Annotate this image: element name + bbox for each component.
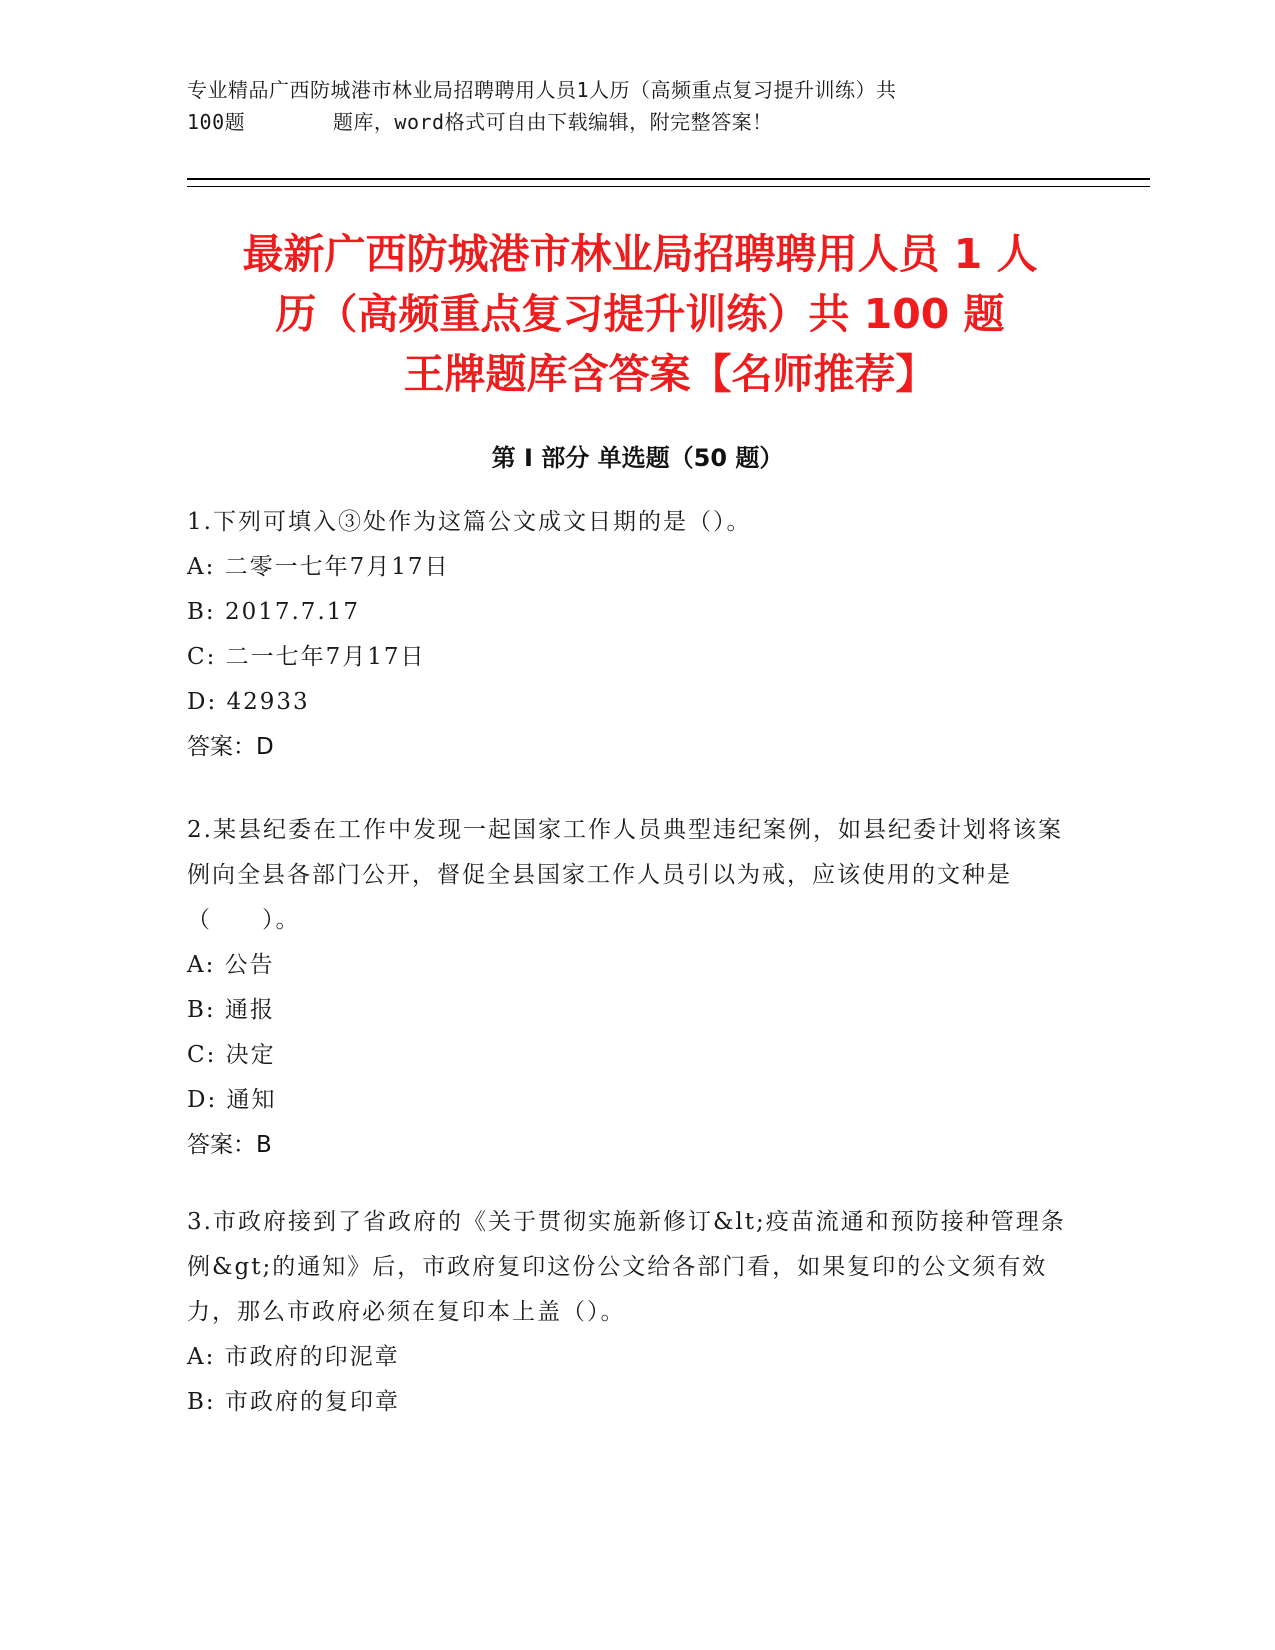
option-c: C: 决定 bbox=[187, 1042, 276, 1068]
question-2 bbox=[187, 808, 1067, 1168]
page-header bbox=[187, 74, 1067, 138]
option-b: B: 市政府的复印章 bbox=[187, 1389, 400, 1415]
document-title bbox=[150, 224, 1130, 404]
question-3 bbox=[187, 1200, 1067, 1425]
answer: 答案：B bbox=[187, 1132, 272, 1158]
option-a: A: 公告 bbox=[187, 952, 275, 978]
answer: 答案：D bbox=[187, 734, 274, 760]
option-a: A: 市政府的印泥章 bbox=[187, 1344, 400, 1370]
title-line-3: 王牌题库含答案【名师推荐】 bbox=[403, 350, 937, 398]
question-text: 1.下列可填入③处作为这篇公文成文日期的是（）。 bbox=[187, 509, 752, 535]
header-line-2: 100题 题库，word格式可自由下载编辑，附完整答案！ bbox=[187, 110, 773, 134]
section-heading: 第 I 部分 单选题（50 题） bbox=[491, 444, 784, 472]
option-c: C: 二一七年7月17日 bbox=[187, 644, 426, 670]
header-line-1: 专业精品广西防城港市林业局招聘聘用人员1人历（高频重点复习提升训练）共 bbox=[187, 78, 897, 102]
question-text: 3.市政府接到了省政府的《关于贯彻实施新修订&lt;疫苗流通和预防接种管理条例&gt;的通知》后，市政府复印这份公文给各部门看，如果复印的公文须有效力，那么市政府必须在复印本上盖（）。 bbox=[187, 1209, 1066, 1325]
option-b: B: 2017.7.17 bbox=[187, 599, 361, 625]
title-line-1: 最新广西防城港市林业局招聘聘用人员 1 人 bbox=[242, 230, 1038, 278]
option-d: D: 通知 bbox=[187, 1087, 277, 1113]
title-line-2: 历（高频重点复习提升训练）共 100 题 bbox=[275, 290, 1005, 338]
option-d: D: 42933 bbox=[187, 689, 310, 715]
header-divider-thick bbox=[187, 178, 1150, 180]
option-b: B: 通报 bbox=[187, 997, 275, 1023]
option-a: A: 二零一七年7月17日 bbox=[187, 554, 450, 580]
question-1 bbox=[187, 500, 1067, 770]
header-divider-thin bbox=[187, 186, 1150, 187]
question-text: 2.某县纪委在工作中发现一起国家工作人员典型违纪案例，如县纪委计划将该案例向全县各部门公开，督促全县国家工作人员引以为戒，应该使用的文种是（ ）。 bbox=[187, 817, 1063, 933]
